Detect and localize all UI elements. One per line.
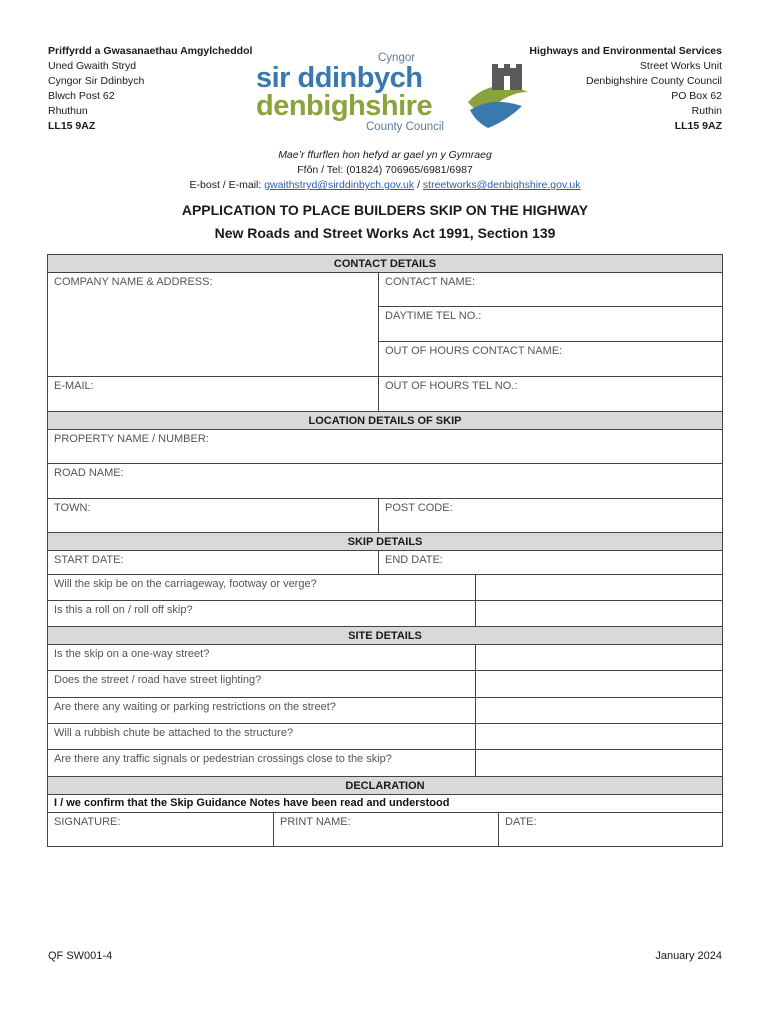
declaration-header: DECLARATION [48, 777, 722, 795]
question-row [48, 601, 722, 627]
dates-row [48, 551, 722, 575]
english-email-link[interactable]: streetworks@denbighshire.gov.uk [422, 179, 581, 191]
contact-fields-column [378, 273, 722, 376]
council-logo [252, 52, 534, 136]
english-address-line: Denbighshire County Council [586, 75, 722, 87]
out-of-hours-contact-field[interactable] [379, 342, 722, 375]
welsh-department-name: Priffyrdd a Gwasanaethau Amgylcheddol [48, 45, 253, 57]
declaration-text-row [48, 795, 722, 813]
english-address-block [529, 44, 722, 134]
question-row [48, 698, 722, 724]
out-of-hours-contact-label: OUT OF HOURS CONTACT NAME: [385, 345, 563, 357]
road-name-field[interactable] [48, 464, 722, 498]
welsh-email-link[interactable]: gwaithstryd@sirddinbych.gov.uk [264, 179, 415, 191]
property-row [48, 430, 722, 464]
print-name-label: PRINT NAME: [280, 816, 351, 828]
site-details-header: SITE DETAILS [48, 627, 722, 645]
question-row [48, 724, 722, 750]
question-label: Does the street / road have street lighting? [54, 674, 262, 686]
road-name-label: ROAD NAME: [54, 467, 124, 479]
email-line [0, 178, 770, 193]
contact-details-header: CONTACT DETAILS [48, 255, 722, 273]
answer-field[interactable] [475, 724, 722, 749]
english-department-name: Highways and Environmental Services [529, 45, 722, 57]
answer-field[interactable] [475, 575, 722, 600]
daytime-tel-label: DAYTIME TEL NO.: [385, 310, 482, 322]
post-code-label: POST CODE: [385, 502, 453, 514]
town-row [48, 499, 722, 533]
print-name-field[interactable] [273, 813, 498, 846]
welsh-availability-note: Mae’r ffurflen hon hefyd ar gael yn y Gymraeg [278, 149, 492, 161]
company-name-address-field[interactable] [48, 273, 378, 376]
email-prefix: E-bost / E-mail: [189, 179, 265, 191]
signature-label: SIGNATURE: [54, 816, 121, 828]
answer-field[interactable] [475, 601, 722, 626]
start-date-field[interactable] [48, 551, 378, 574]
logo-english-name: denbighshire [256, 90, 433, 122]
english-postcode: LL15 9AZ [674, 120, 722, 132]
property-name-label: PROPERTY NAME / NUMBER: [54, 433, 209, 445]
question-label: Is this a roll on / roll off skip? [54, 604, 193, 616]
form-title: APPLICATION TO PLACE BUILDERS SKIP ON THE HIGHWAY [181, 202, 589, 218]
answer-field[interactable] [475, 750, 722, 776]
road-row [48, 464, 722, 499]
contact-name-label: CONTACT NAME: [385, 276, 476, 288]
email-field[interactable] [48, 377, 378, 411]
email-separator: / [414, 179, 423, 191]
welsh-address-line: Rhuthun [48, 105, 88, 117]
question-label: Are there any waiting or parking restrictions on the street? [54, 701, 336, 713]
post-code-field[interactable] [378, 499, 722, 532]
town-field[interactable] [48, 499, 378, 532]
date-field[interactable] [498, 813, 722, 846]
castle-emblem-icon [462, 62, 534, 134]
email-label: E-MAIL: [54, 380, 94, 392]
date-label: DATE: [505, 816, 537, 828]
logo-cyngor-text: Cyngor [378, 52, 416, 64]
form-subtitle: New Roads and Street Works Act 1991, Section 139 [214, 225, 556, 241]
question-label: Is the skip on a one-way street? [54, 648, 210, 660]
declaration-statement: I / we confirm that the Skip Guidance Notes have been read and understood [54, 797, 450, 809]
signature-row [48, 813, 722, 847]
welsh-address-block [48, 44, 252, 134]
welsh-address-line: Blwch Post 62 [48, 90, 115, 102]
email-row [48, 377, 722, 412]
application-form [47, 254, 723, 847]
form-reference: QF SW001-4 [48, 950, 113, 962]
question-label: Will the skip be on the carriageway, footway or verge? [54, 578, 317, 590]
town-label: TOWN: [54, 502, 91, 514]
form-date: January 2024 [655, 950, 722, 962]
logo-county-council-text: County Council [366, 121, 444, 133]
out-of-hours-tel-field[interactable] [378, 377, 722, 411]
english-address-line: PO Box 62 [671, 90, 722, 102]
welsh-postcode: LL15 9AZ [48, 120, 96, 132]
english-address-line: Street Works Unit [639, 60, 722, 72]
contact-details-block [48, 273, 722, 377]
contact-info [0, 148, 770, 193]
question-row [48, 750, 722, 777]
question-label: Are there any traffic signals or pedestrian crossings close to the skip? [54, 753, 392, 765]
welsh-address-line: Cyngor Sir Ddinbych [48, 75, 145, 87]
logo-welsh-name: sir ddinbych [256, 62, 423, 94]
out-of-hours-tel-label: OUT OF HOURS TEL NO.: [385, 380, 518, 392]
end-date-field[interactable] [378, 551, 722, 574]
daytime-tel-field[interactable] [379, 307, 722, 342]
question-label: Will a rubbish chute be attached to the structure? [54, 727, 294, 739]
welsh-address-line: Uned Gwaith Stryd [48, 60, 137, 72]
question-row [48, 645, 722, 671]
answer-field[interactable] [475, 645, 722, 670]
skip-details-header: SKIP DETAILS [48, 533, 722, 551]
answer-field[interactable] [475, 698, 722, 723]
phone-numbers: Ffôn / Tel: (01824) 706965/6981/6987 [297, 164, 473, 176]
start-date-label: START DATE: [54, 554, 124, 566]
question-row [48, 575, 722, 601]
contact-name-field[interactable] [379, 273, 722, 307]
property-name-field[interactable] [48, 430, 722, 463]
signature-field[interactable] [48, 813, 273, 846]
answer-field[interactable] [475, 671, 722, 697]
question-row [48, 671, 722, 698]
english-address-line: Ruthin [691, 105, 722, 117]
company-name-address-label: COMPANY NAME & ADDRESS: [54, 276, 213, 288]
end-date-label: END DATE: [385, 554, 443, 566]
location-details-header: LOCATION DETAILS OF SKIP [48, 412, 722, 430]
